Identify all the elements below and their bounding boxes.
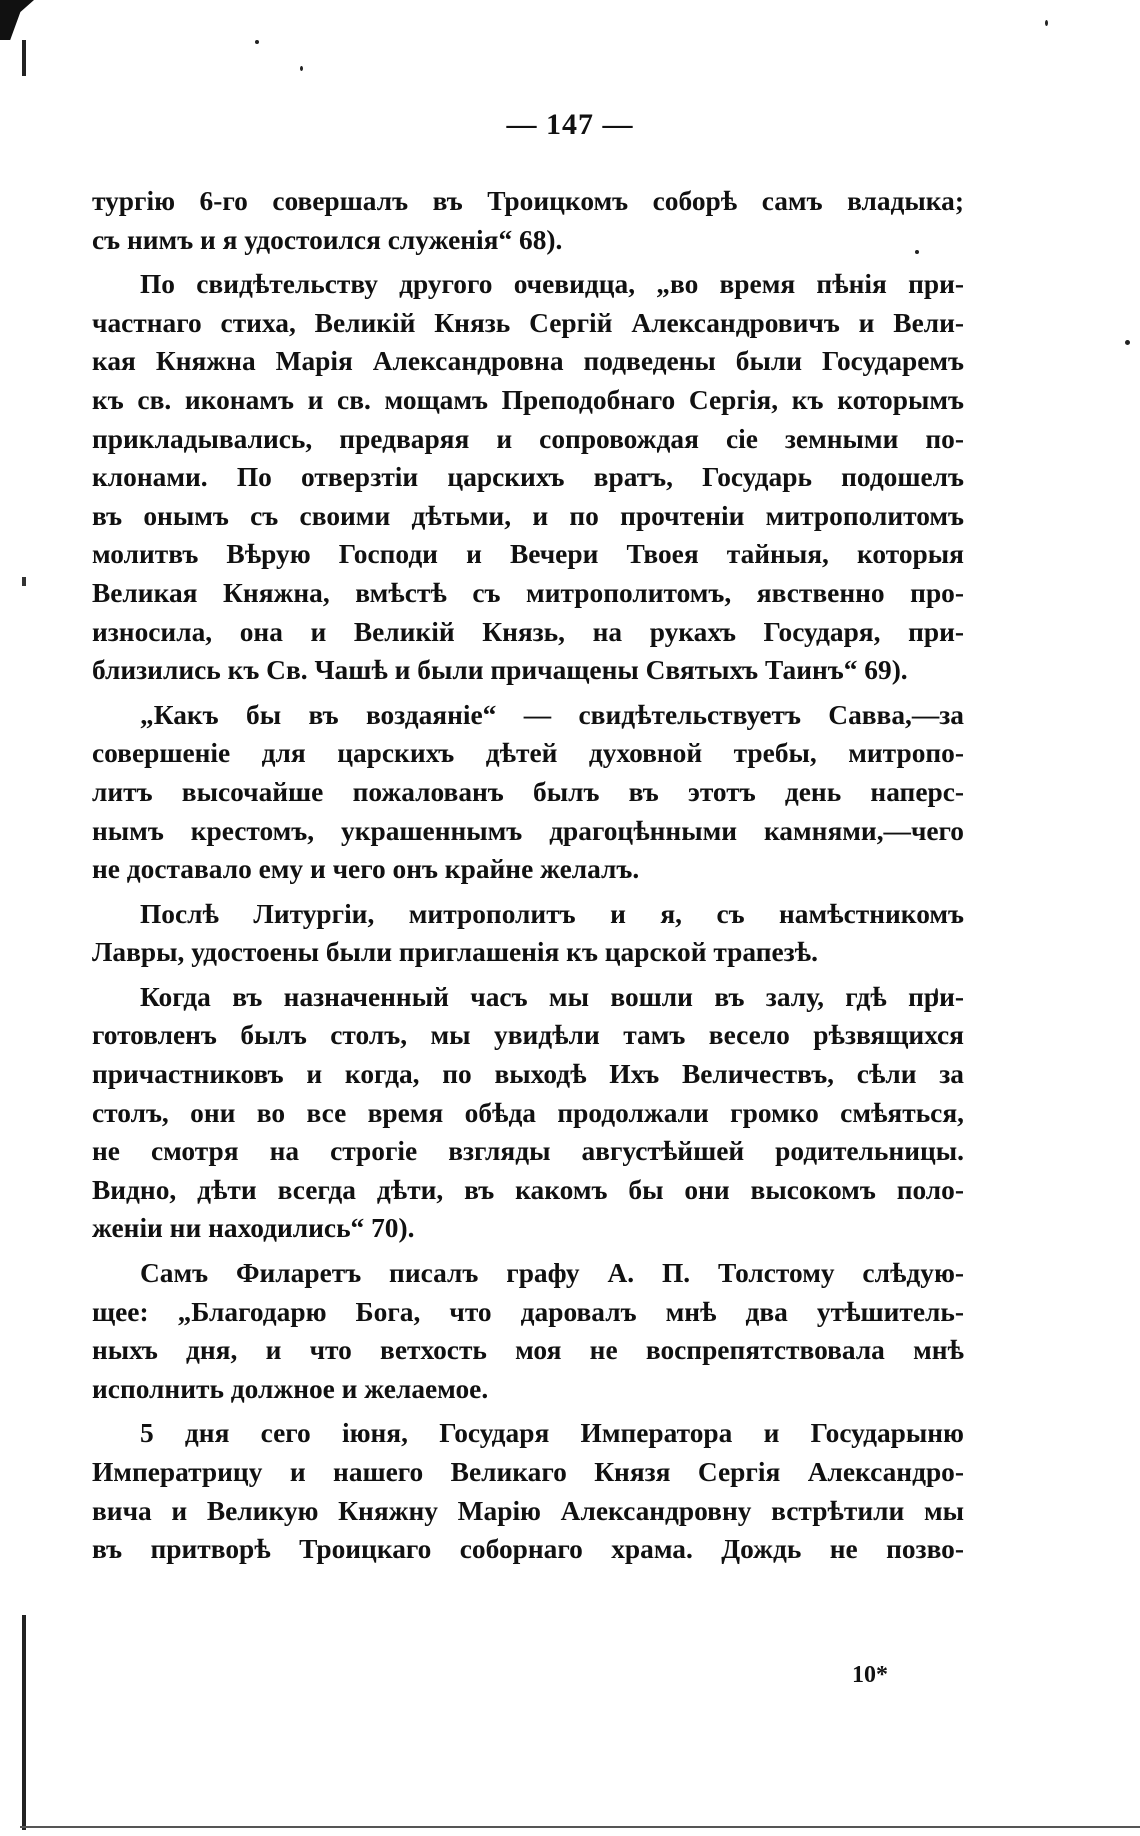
- text-line: Когда въ назначенный часъ мы вошли въ залу, гдѣ при-: [140, 981, 964, 1012]
- text-line: близились къ Св. Чашѣ и были причащены Святыхъ Таинъ“ 69).: [92, 655, 908, 686]
- text-line: нымъ крестомъ, украшеннымъ драгоцѣнными камнями,—чего: [92, 815, 964, 846]
- text-line: „Какъ бы въ воздаяніе“ — свидѣтельствуетъ Савва,—за: [140, 699, 964, 730]
- text-line: щее: „Благодарю Бога, что даровалъ мнѣ два утѣшитель-: [92, 1296, 964, 1327]
- text-line: причастниковъ и когда, по выходѣ Ихъ Величествъ, сѣли за: [92, 1059, 964, 1090]
- scan-left-edge: [22, 40, 26, 1830]
- scan-speck: [1045, 20, 1048, 26]
- text-line: въ притворѣ Троицкаго соборнаго храма. Дождь не позво-: [92, 1534, 964, 1565]
- body-text: [92, 182, 964, 1569]
- text-line: Самъ Филаретъ писалъ графу А. П. Толстому слѣдую-: [140, 1258, 964, 1289]
- text-line: столъ, они во все время обѣда продолжали громко смѣяться,: [92, 1097, 964, 1128]
- text-line: клонами. По отверзтіи царскихъ вратъ, Государь подошелъ: [92, 462, 964, 493]
- text-line: частнаго стиха, Великій Князь Сергій Александровичъ и Вели-: [92, 307, 964, 338]
- scan-speck: [255, 40, 259, 44]
- text-line: кая Княжна Марія Александровна подведены были Государемъ: [92, 346, 964, 377]
- text-line: не смотря на строгіе взгляды августѣйшей родительницы.: [92, 1136, 964, 1167]
- text-line: не доставало ему и чего онъ крайне желалъ.: [92, 854, 640, 885]
- scan-edge-artifact: [0, 0, 34, 40]
- scan-bottom-edge: [20, 1826, 1140, 1828]
- text-line: къ св. иконамъ и св. мощамъ Преподобнаго Сергія, къ которымъ: [92, 384, 964, 415]
- text-line: Императрицу и нашего Великаго Князя Сергія Александро-: [92, 1457, 964, 1487]
- text-line: ныхъ дня, и что ветхость моя не воспрепятствовала мнѣ: [92, 1335, 964, 1366]
- text-line: прикладывались, предваряя и сопровождая сіе земными по-: [92, 423, 964, 454]
- text-line: съ нимъ и я удостоился служенія“ 68).: [92, 224, 563, 255]
- text-line: износила, она и Великій Князь, на рукахъ Государя, при-: [92, 616, 964, 647]
- text-line: тургію 6-го совершалъ въ Троицкомъ соборѣ самъ владыка;: [92, 186, 964, 216]
- text-line: женіи ни находились“ 70).: [92, 1213, 415, 1244]
- scan-speck: [1125, 340, 1130, 345]
- text-line: въ онымъ съ своими дѣтьми, и по прочтеніи митрополитомъ: [92, 500, 964, 531]
- text-line: Великая Княжна, вмѣстѣ съ митрополитомъ, явственно про-: [92, 577, 964, 608]
- text-line: Послѣ Литургіи, митрополитъ и я, съ намѣстникомъ: [140, 898, 964, 929]
- text-line: Видно, дѣти всегда дѣти, въ какомъ бы они высокомъ поло-: [92, 1174, 964, 1205]
- text-line: По свидѣтельству другого очевидца, „во время пѣнія при-: [140, 269, 964, 300]
- text-line: вича и Великую Княжну Марію Александровну встрѣтили мы: [92, 1495, 964, 1526]
- text-line: молитвъ Вѣрую Господи и Вечери Твоея тайныя, которыя: [92, 539, 964, 570]
- text-line: готовленъ былъ столъ, мы увидѣли тамъ весело рѣзвящихся: [92, 1020, 964, 1051]
- signature-mark: 10*: [852, 1662, 888, 1688]
- scan-speck: [300, 66, 303, 71]
- page-number: — 147 —: [506, 108, 634, 141]
- text-line: совершеніе для царскихъ дѣтей духовной требы, митропо-: [92, 738, 964, 769]
- text-line: исполнить должное и желаемое.: [92, 1373, 489, 1404]
- text-line: литъ высочайше пожалованъ былъ въ этотъ день наперс-: [92, 776, 964, 807]
- text-line: Лавры, удостоены были приглашенія къ царской трапезѣ.: [92, 937, 818, 968]
- text-line: 5 дня сего іюня, Государя Императора и Государыню: [140, 1418, 964, 1449]
